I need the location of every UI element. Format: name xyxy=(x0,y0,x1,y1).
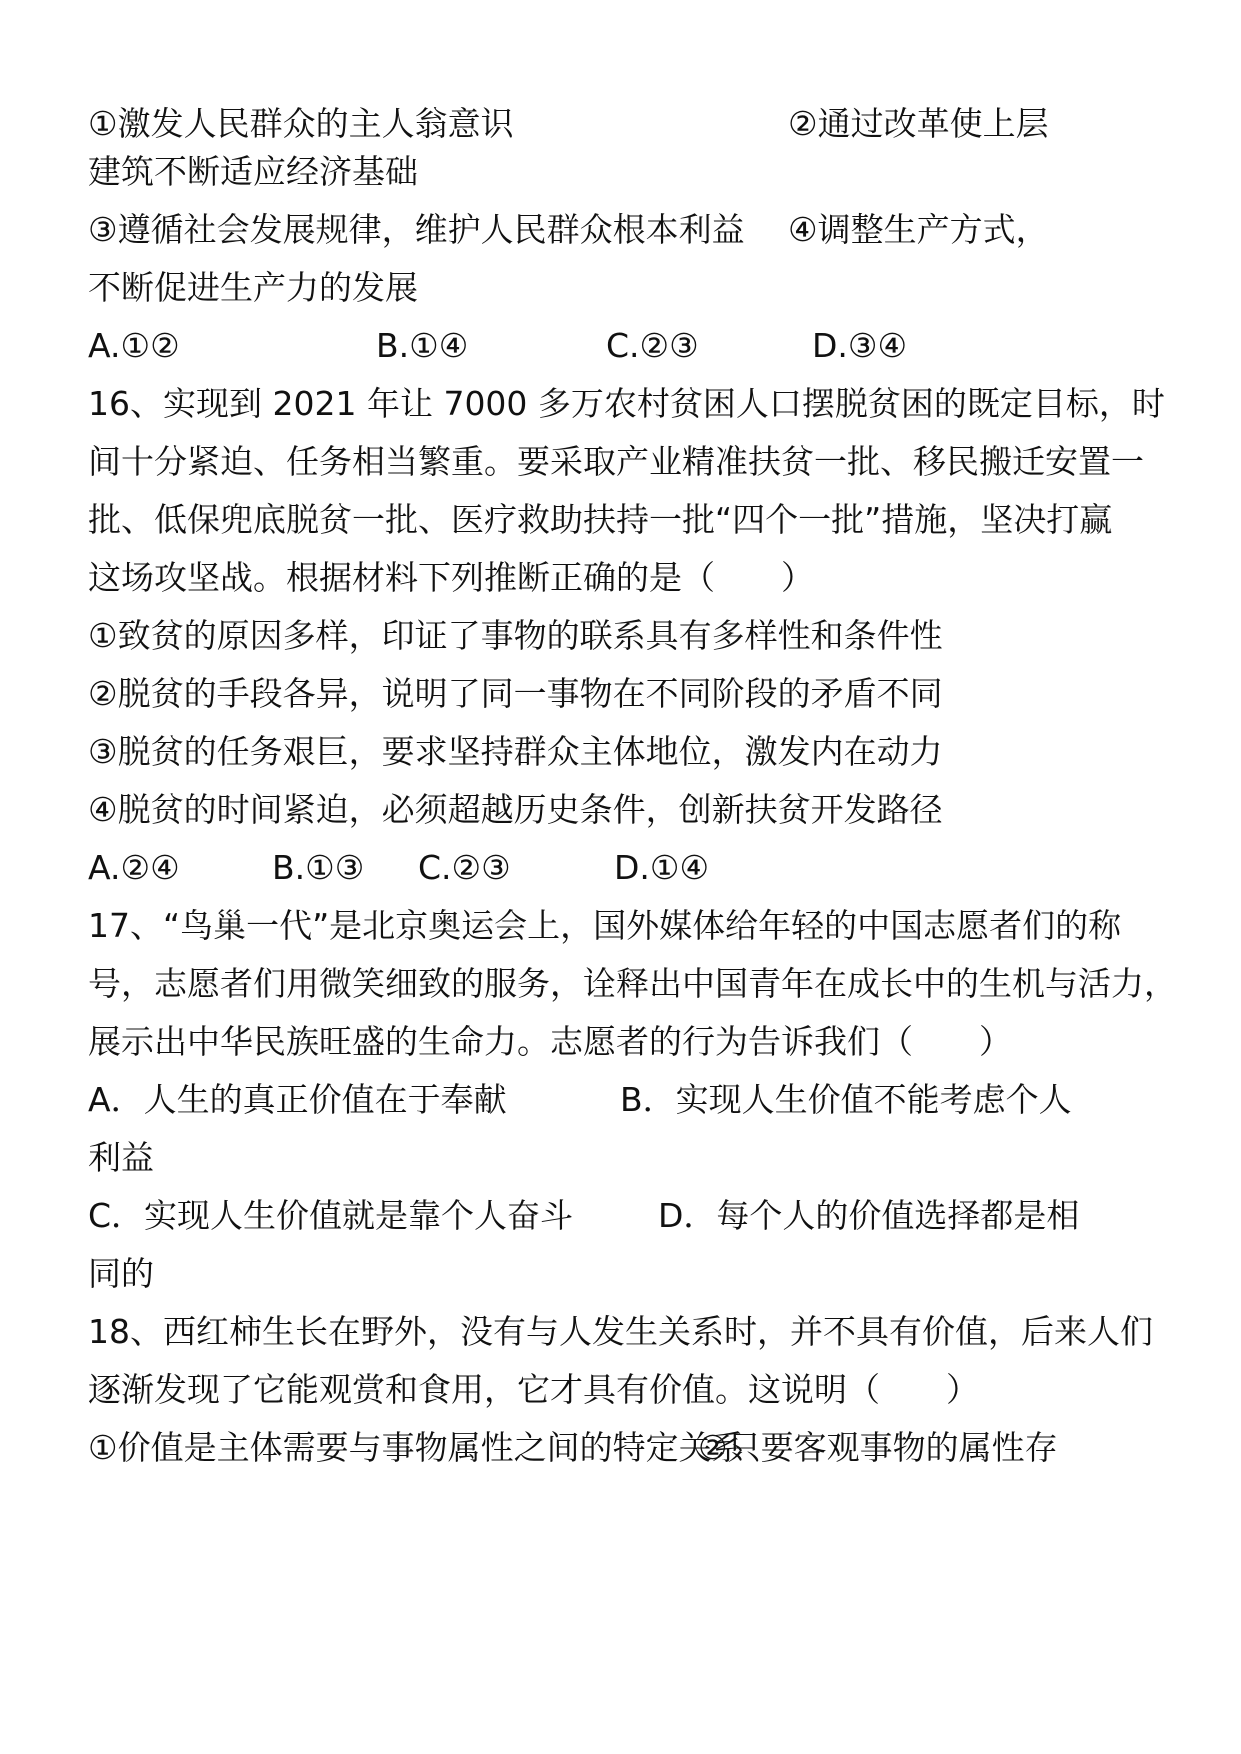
q17-option-c[interactable]: C．实现人生价值就是靠个人奋斗 xyxy=(88,1196,574,1235)
q16-choices xyxy=(88,848,1188,888)
q15-choices xyxy=(88,326,1188,366)
q15-option-4-cont: 不断促进生产力的发展 xyxy=(88,268,418,307)
q15-option-4: ④调整生产方式， xyxy=(788,210,1049,249)
q16-item-2: ②脱贫的手段各异，说明了同一事物在不同阶段的矛盾不同 xyxy=(88,674,943,713)
q18-item-2: ②只要客观事物的属性存 xyxy=(698,1428,1058,1467)
q16-stem-line-1: 16、实现到 2021 年让 7000 多万农村贫困人口摆脱贫困的既定目标，时 xyxy=(88,384,1165,423)
q16-item-3: ③脱贫的任务艰巨，要求坚持群众主体地位，激发内在动力 xyxy=(88,732,943,771)
q15-option-1: ①激发人民群众的主人翁意识 xyxy=(88,104,514,143)
q15-option-2-cont: 建筑不断适应经济基础 xyxy=(88,152,418,191)
q16-stem-line-3: 批、低保兜底脱贫一批、医疗救助扶持一批“四个一批”措施，坚决打赢 xyxy=(88,500,1113,539)
q18-stem-line-1: 18、西红柿生长在野外，没有与人发生关系时，并不具有价值，后来人们 xyxy=(88,1312,1153,1351)
q15-choice-a[interactable]: A.①② xyxy=(88,326,180,365)
q16-choice-c[interactable]: C.②③ xyxy=(418,848,511,887)
q16-item-1: ①致贫的原因多样，印证了事物的联系具有多样性和条件性 xyxy=(88,616,943,655)
q16-choice-d[interactable]: D.①④ xyxy=(614,848,710,887)
q15-option-2: ②通过改革使上层 xyxy=(788,104,1049,143)
q18-item-1: ①价值是主体需要与事物属性之间的特定关系 xyxy=(88,1428,745,1467)
q16-item-4: ④脱贫的时间紧迫，必须超越历史条件，创新扶贫开发路径 xyxy=(88,790,943,829)
q17-option-b-cont: 利益 xyxy=(88,1138,154,1177)
q17-stem-line-2: 号，志愿者们用微笑细致的服务，诠释出中国青年在成长中的生机与活力， xyxy=(88,964,1177,1003)
q17-option-b[interactable]: B．实现人生价值不能考虑个人 xyxy=(620,1080,1072,1119)
q17-option-a[interactable]: A．人生的真正价值在于奉献 xyxy=(88,1080,507,1119)
q15-choice-c[interactable]: C.②③ xyxy=(606,326,699,365)
q17-option-d-cont: 同的 xyxy=(88,1254,154,1293)
q18-stem-line-2: 逐渐发现了它能观赏和食用，它才具有价值。这说明（ ） xyxy=(88,1370,979,1409)
q16-choice-b[interactable]: B.①③ xyxy=(272,848,365,887)
q17-option-d[interactable]: D．每个人的价值选择都是相 xyxy=(658,1196,1080,1235)
q16-stem-line-4: 这场攻坚战。根据材料下列推断正确的是（ ） xyxy=(88,558,814,597)
q15-option-3: ③遵循社会发展规律，维护人民群众根本利益 xyxy=(88,210,745,249)
q17-stem-line-1: 17、“鸟巢一代”是北京奥运会上，国外媒体给年轻的中国志愿者们的称 xyxy=(88,906,1122,945)
q15-choice-d[interactable]: D.③④ xyxy=(812,326,908,365)
q16-choice-a[interactable]: A.②④ xyxy=(88,848,180,887)
q16-stem-line-2: 间十分紧迫、任务相当繁重。要采取产业精准扶贫一批、移民搬迁安置一 xyxy=(88,442,1144,481)
q15-choice-b[interactable]: B.①④ xyxy=(376,326,469,365)
q17-stem-line-3: 展示出中华民族旺盛的生命力。志愿者的行为告诉我们（ ） xyxy=(88,1022,1012,1061)
